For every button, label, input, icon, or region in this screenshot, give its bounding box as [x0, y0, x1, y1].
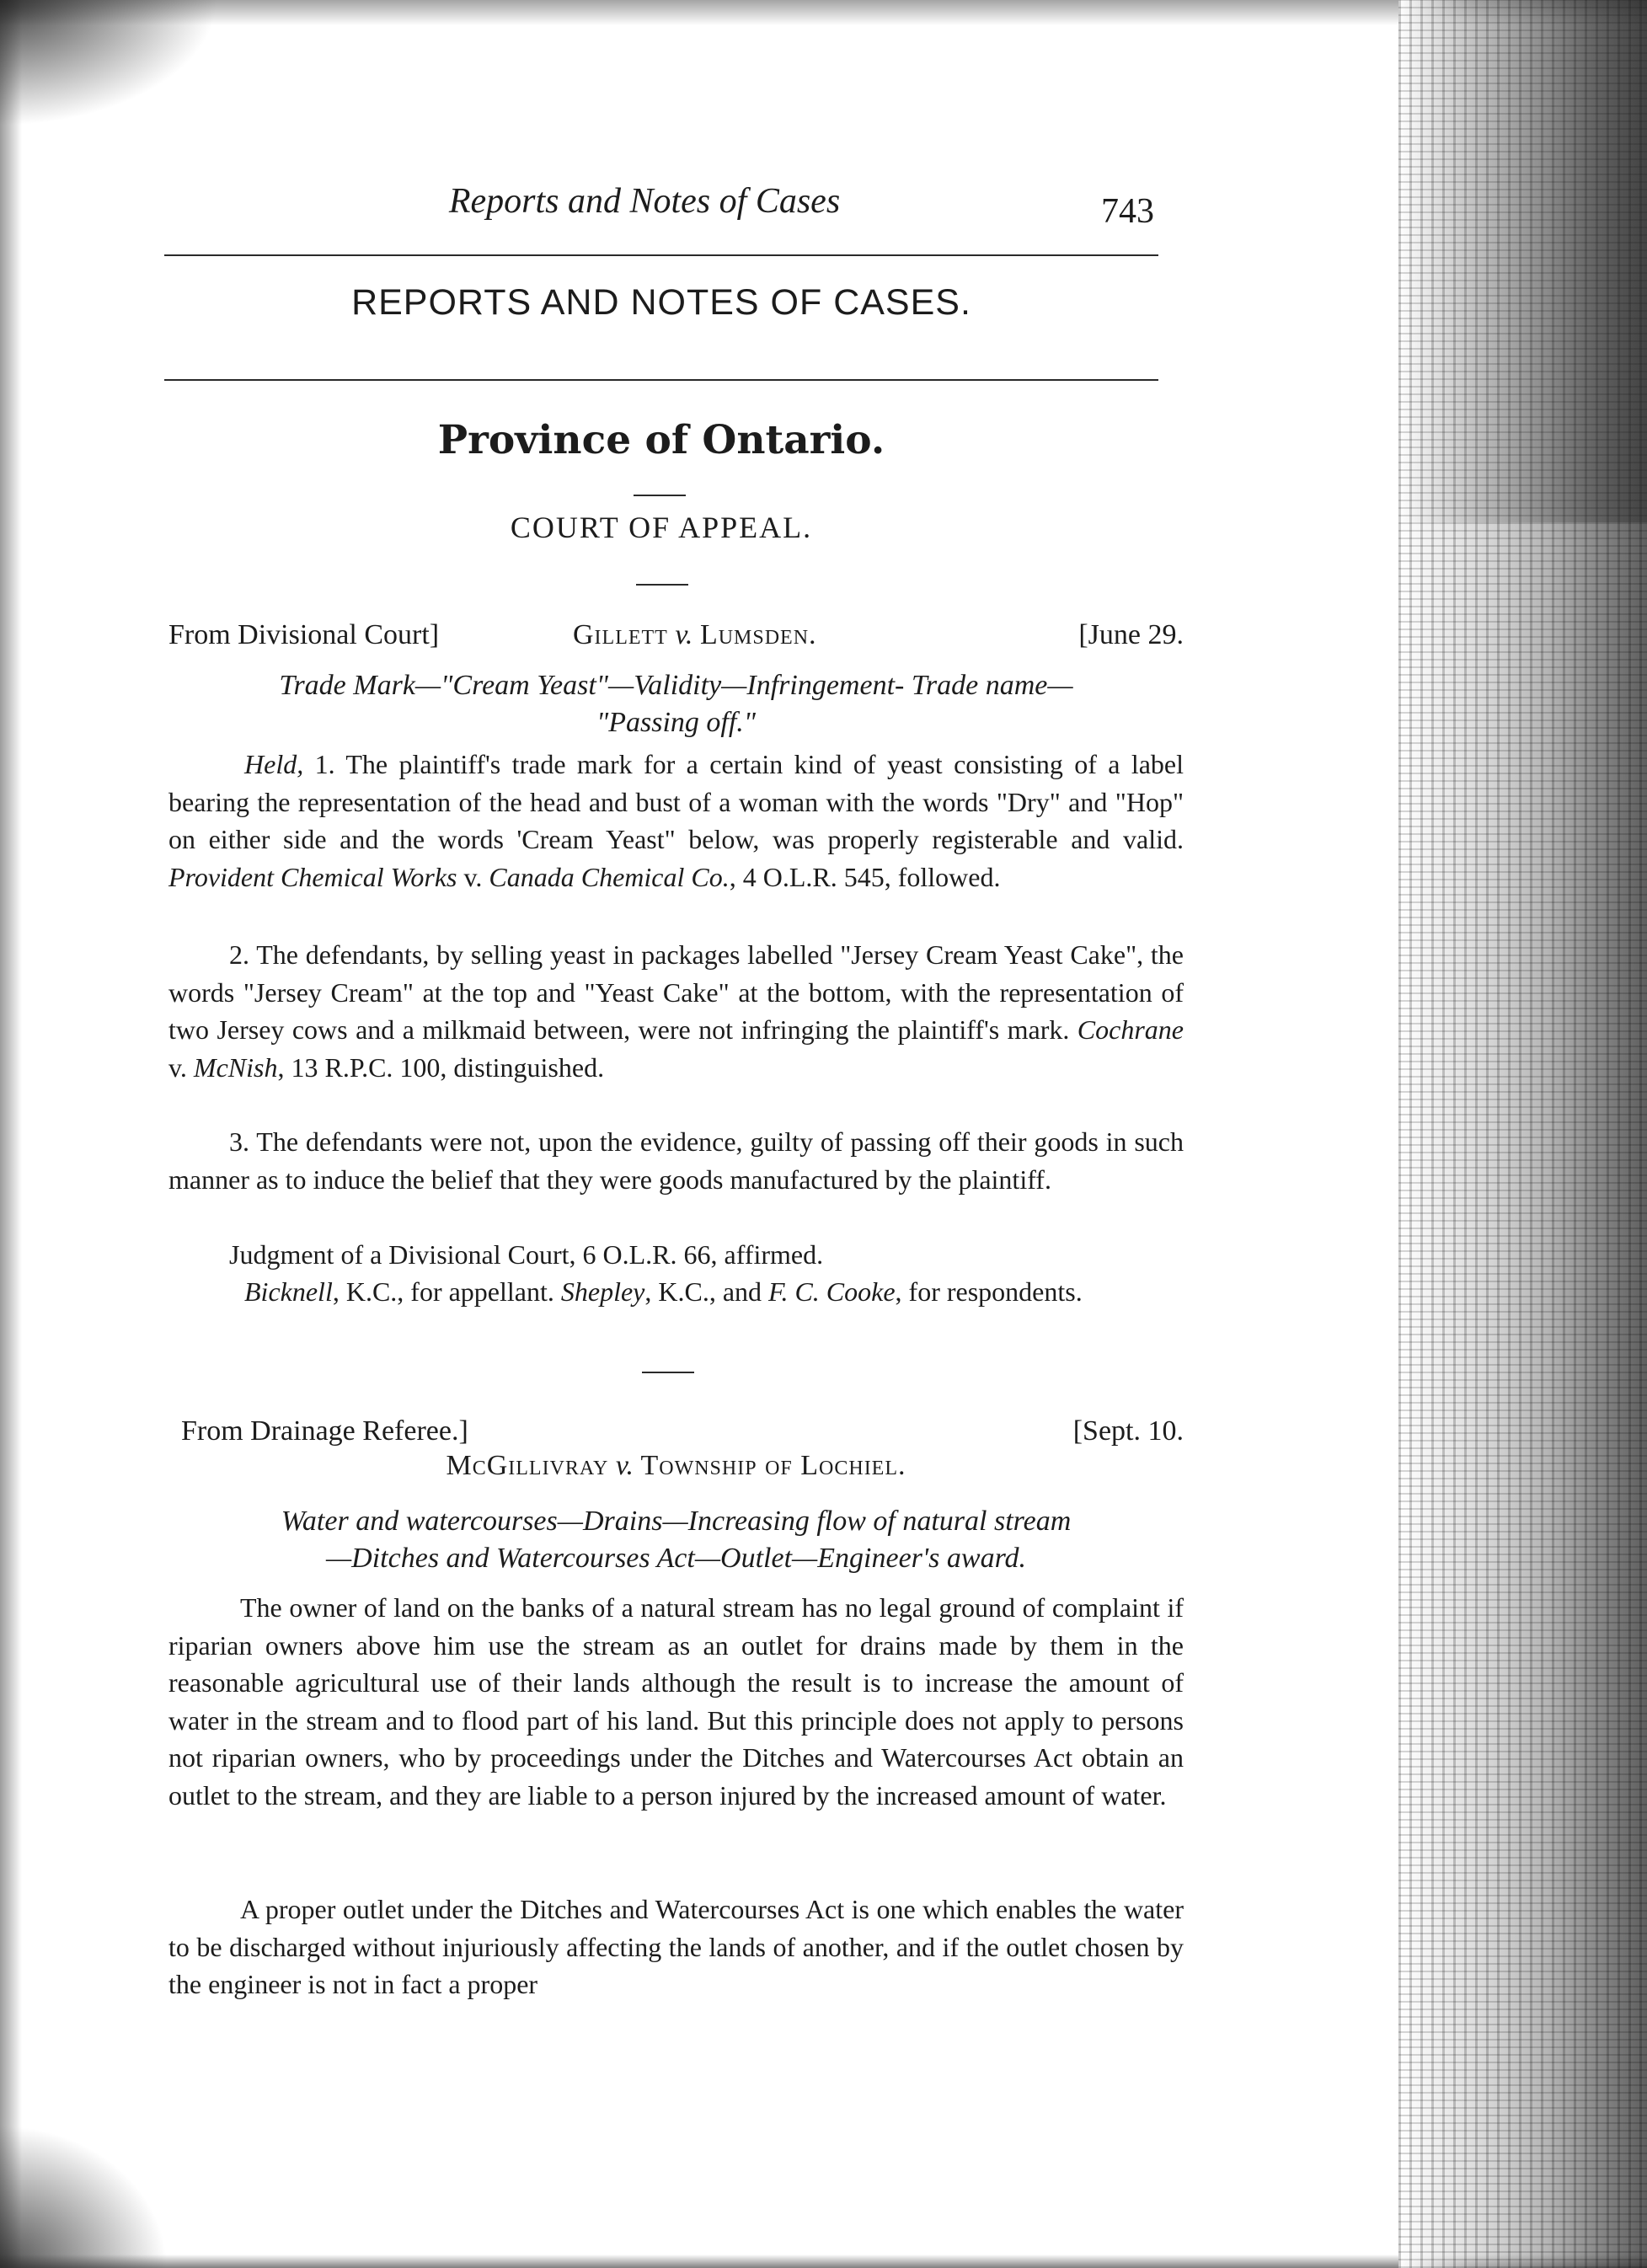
page-number: 743 [1101, 192, 1154, 231]
case-parties-line [168, 1450, 1184, 1487]
case-parties [573, 619, 817, 651]
section-title: REPORTS AND NOTES OF CASES. [351, 282, 971, 323]
headnote-paragraph [168, 936, 1184, 1086]
versus: v. [168, 1051, 194, 1083]
headnote-paragraph [168, 746, 1184, 896]
case-citation: Cochrane [1077, 1014, 1184, 1046]
case-heading [168, 619, 1184, 656]
party-plaintiff: Gillett [573, 619, 668, 650]
section-rule [164, 379, 1158, 381]
case-date: [Sept. 10. [1072, 1415, 1184, 1447]
court-heading: COURT OF APPEAL. [510, 511, 813, 544]
case-heading [168, 1415, 1184, 1452]
party-defendant: Lumsden. [699, 619, 817, 650]
running-title: Reports and Notes of Cases [448, 182, 841, 221]
headnote-text: 1. The plaintiff's trade mark for a certain kind of yeast consisting of a label bearing the representation of the head and bust of a woman with the words "Dry" and "Hop" on either side and the words 'Cream Yeast" below, was properly registerable and valid. [168, 749, 1184, 855]
province-heading: Province of Ontario. [437, 417, 885, 463]
counsel-name: Shepley [560, 1276, 645, 1307]
catchwords-line: Trade Mark—"Cream Yeast"—Validity—Infringement- Trade name— [279, 670, 1073, 701]
headnote-text: 2. The defendants, by selling yeast in packages labelled "Jersey Cream Yeast Cake", the words "Jersey Cream" at the top and "Yeast Cake" at the bottom, with the representation of two Jersey cows and a milkmaid between, were not infringing the plaintiff's mark. [168, 939, 1184, 1046]
counsel-role: , K.C., for appellant. [332, 1276, 561, 1307]
case-date: [June 29. [1078, 619, 1184, 650]
citation-reference: , 13 R.P.C. 100, distinguished. [277, 1051, 605, 1083]
short-divider [642, 1372, 694, 1373]
versus: v. [457, 861, 489, 892]
catchwords-line: "Passing off." [596, 707, 757, 738]
case-citation: Canada Chemical Co. [489, 861, 730, 892]
counsel-name: Bicknell [244, 1276, 333, 1307]
counsel-paragraph [168, 1273, 1184, 1311]
citation-reference: , 4 O.L.R. 545, followed. [729, 861, 1001, 892]
short-divider [636, 584, 688, 586]
versus: v. [675, 619, 693, 650]
catchwords-line: Water and watercourses—Drains—Increasing flow of natural stream [281, 1506, 1072, 1537]
party-defendant: Township of Lochiel. [640, 1450, 906, 1481]
catchwords-line: —Ditches and Watercourses Act—Outlet—Engineer's award. [325, 1543, 1027, 1574]
judgment-line: Judgment of a Divisional Court, 6 O.L.R. 66, affirmed. [229, 1239, 824, 1270]
case-origin: From Drainage Referee.] [181, 1415, 468, 1447]
counsel-role: , for respondents. [895, 1276, 1083, 1307]
case-origin: From Divisional Court] [168, 619, 440, 650]
catchwords [168, 667, 1184, 741]
header-rule [164, 254, 1158, 256]
catchwords [168, 1503, 1184, 1577]
counsel-name: F. C. Cooke [768, 1276, 896, 1307]
counsel-role: , K.C., and [644, 1276, 769, 1307]
party-plaintiff: McGillivray [446, 1450, 609, 1481]
running-header [168, 181, 1154, 249]
held-label: Held, [244, 749, 304, 779]
headnote-paragraph: 3. The defendants were not, upon the evidence, guilty of passing off their goods in such manner as to induce the belief that they were goods manufactured by the plaintiff. [168, 1126, 1184, 1195]
case-citation: Provident Chemical Works [168, 861, 457, 892]
headnote-paragraph: The owner of land on the banks of a natural stream has no legal ground of complaint if riparian owners above him use the stream as an outlet for drains made by them in the reasonable agricultural use of their lands although the result is to increase the amount of water in the stream and to flood part of his land. But this principle does not apply to persons not riparian owners, who by proceedings under the Ditches and Watercourses Act obtain an outlet to the stream, and they are liable to a person injured by the increased amount of water. [168, 1592, 1184, 1811]
versus: v. [615, 1450, 634, 1481]
headnote-paragraph: A proper outlet under the Ditches and Watercourses Act is one which enables the water to be discharged without injuriously affecting the lands of another, and if the outlet chosen by the engineer is not in fact a proper [168, 1894, 1184, 2000]
case-citation: McNish [193, 1051, 278, 1083]
short-divider [634, 495, 686, 496]
scan-binding-shadow [1398, 0, 1647, 522]
